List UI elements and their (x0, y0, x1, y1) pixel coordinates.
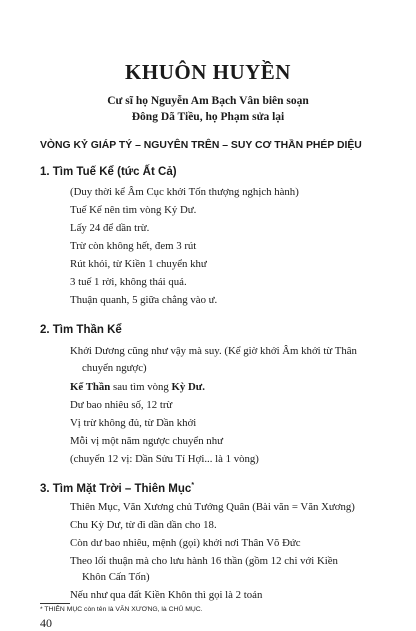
s2-line-1: Khởi Dương cũng như vậy mà suy. (Kể giờ khởi Âm khởi từ Thân (70, 345, 357, 357)
s3-line-4: Theo lối thuận mà cho lưu hành 16 thần (gồm 12 chi với Kiền (70, 555, 338, 567)
footnote-marker: * (191, 482, 195, 489)
s3-line-1: Thiên Mục, Văn Xương chủ Tướng Quân (Bài văn = Văn Xương) (70, 501, 355, 513)
heading-1: 1. Tìm Tuế Kể (tức Ất Cả) (40, 166, 177, 178)
author-line-1: Cư sĩ họ Nguyễn Am Bạch Vân biên soạn (107, 95, 309, 107)
s1-line-3: Lấy 24 để dần trừ. (70, 222, 150, 234)
bold-term-ke-than: Kể Thần (70, 381, 111, 393)
author-line-2: Đông Dã Tiều, họ Phạm sửa lại (131, 111, 285, 123)
s1-line-7: Thuận quanh, 5 giữa chẳng vào ư. (70, 294, 218, 306)
heading-3 (40, 482, 194, 495)
s3-line-2: Chu Kỳ Dư, từ đi dần dần cho 18. (70, 519, 217, 531)
s2-line-2: chuyển ngược) (82, 362, 147, 374)
section-heading: VÒNG KỶ GIÁP TÝ – NGUYÊN TRÊN – SUY CƠ THẦN PHÉP DIỆU (40, 140, 362, 151)
s2-line-3 (70, 381, 205, 393)
bold-term-ky-du: Kỳ Dư. (171, 381, 205, 393)
s1-line-1: (Duy thời kể Âm Cục khởi Tốn thượng nghịch hành) (70, 186, 299, 198)
s2-line-5: Vị trừ không đủ, từ Dần khởi (70, 417, 197, 429)
page-number: 40 (40, 616, 52, 630)
s2-line-3-text: sau tìm vòng (113, 381, 169, 393)
s3-line-3: Còn dư bao nhiêu, mệnh (gọi) khởi nơi Thân Võ Đức (70, 537, 301, 549)
s3-line-5: Khôn Cấn Tốn) (82, 571, 150, 583)
footnote: * THIÊN MỤC còn tên là VĂN XƯƠNG, là CHỦ MỤC. (40, 606, 203, 613)
s3-line-6: Nếu như qua đất Kiền Khôn thì gọi là 2 toán (70, 589, 263, 601)
s2-line-7: (chuyển 12 vị: Dần Sửu Tí Hợi... là 1 vòng) (70, 453, 259, 465)
footnote-rule (40, 603, 70, 604)
heading-3-text: 3. Tìm Mặt Trời – Thiên Mục (40, 482, 192, 495)
s2-line-6: Mỗi vị một năm ngược chuyển như (70, 435, 223, 447)
s2-line-4: Dư bao nhiêu số, 12 trừ (70, 399, 173, 411)
s1-line-5: Rút khỏi, từ Kiền 1 chuyển khư (70, 258, 207, 270)
page-title: KHUÔN HUYỀN (125, 60, 291, 84)
s1-line-6: 3 tuế 1 rời, không thái quá. (70, 276, 187, 288)
s1-line-2: Tuế Kể nên tìm vòng Kỷ Dư. (70, 204, 197, 216)
s1-line-4: Trừ còn không hết, đem 3 rút (70, 240, 197, 252)
heading-2: 2. Tìm Thần Kể (40, 324, 122, 336)
